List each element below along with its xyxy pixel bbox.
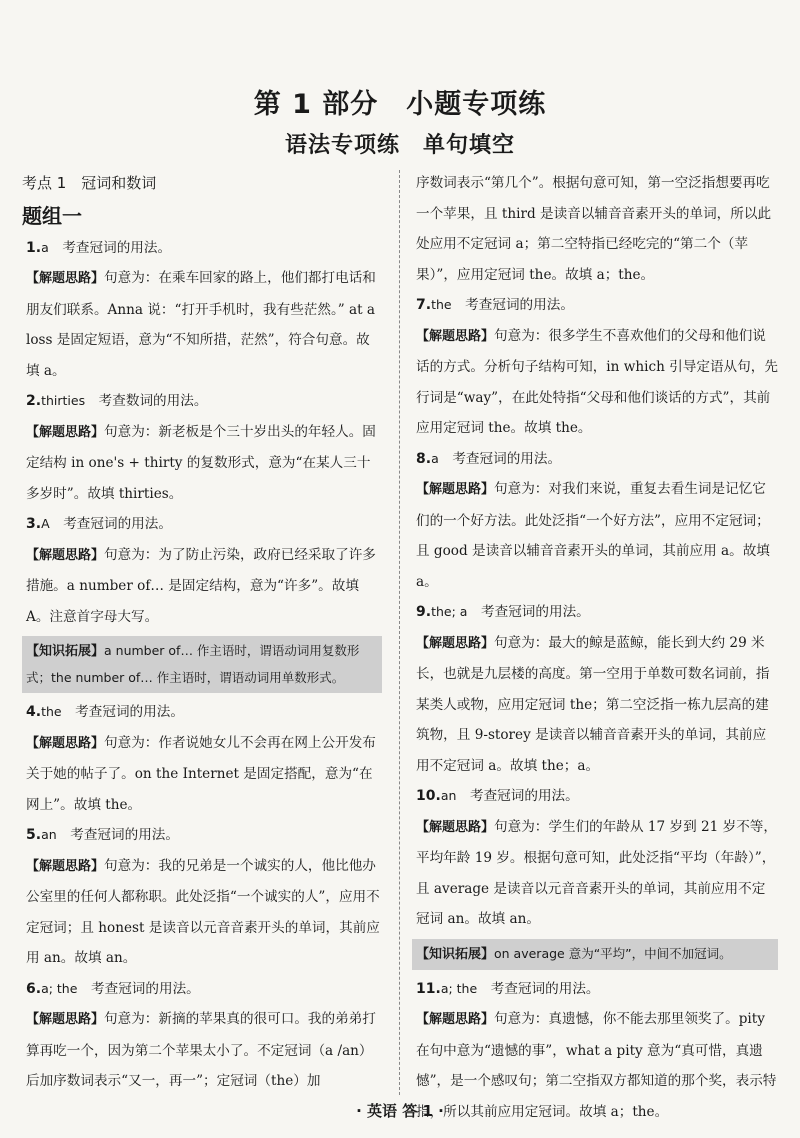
explanation-tag: 【解题思路】 [416,819,495,835]
explanation-text: 句意为：很多学生不喜欢他们的父母和他们说话的方式。分析句子结构可知，in which 引导定语从句，先行词是“way”，在此处特指“父母和他们谈话的方式”，其前应用定冠词 the。故填 the。 [416,327,778,436]
question-line [22,697,382,728]
question-topic: 考查冠词的用法。 [477,980,600,997]
left-column [22,168,382,1097]
question-topic: 考查冠词的用法。 [49,516,172,532]
answer-text: the; a [431,604,468,619]
question-topic: 考查冠词的用法。 [456,788,579,804]
column-divider [399,170,400,1095]
page-subtitle: 语法专项练 单句填空 [284,133,515,158]
explanation-text: 句意为：为了防止污染，政府已经采取了许多措施。a number of… 是固定结构，意为“许多”。故填 A。注意首字母大写。 [26,546,376,625]
explanation-tag: 【解题思路】 [26,547,105,563]
answer-text: an [41,827,57,842]
question-number: 3. [26,516,42,532]
explanation-tag: 【知识拓展】 [416,946,495,962]
answer-text: a [431,450,439,466]
question-topic: 考查冠词的用法。 [56,827,179,843]
explanation-tag: 【解题思路】 [416,482,495,497]
explanation-tag: 【解题思路】 [26,271,105,286]
question-number: 2. [26,393,42,409]
question-number: 10. [416,788,441,804]
question-line [22,509,382,540]
question-line [412,974,778,1005]
question-topic: 考查数词的用法。 [85,393,208,409]
question-number: 9. [416,604,432,620]
explanation-tag: 【解题思路】 [416,328,495,344]
question-number: 4. [26,704,42,720]
question-number: 1. [26,239,42,256]
question-line [22,820,382,851]
explanation-tag: 【解题思路】 [26,424,105,440]
explanation-paragraph [22,417,382,510]
explanation-text: 句意为：新老板是个三十岁出头的年轻人。固定结构 in one's + thirty 的复数形式，意为“在某人三十多岁时”。故填 thirties。 [26,423,376,502]
explanation-paragraph [22,851,382,974]
question-topic: 考查冠词的用法。 [77,980,200,997]
explanation-paragraph [412,628,778,782]
question-number: 6. [26,980,42,997]
answer-text: the [41,704,62,719]
explanation-paragraph [412,474,778,597]
question-number: 5. [26,827,42,843]
explanation-text: on average 意为“平均”，中间不加冠词。 [494,945,732,961]
answer-text: an [440,788,457,803]
answer-text: a; the [41,980,78,996]
explanation-text: 句意为：在乘车回家的路上，他们都打电话和朋友们联系。Anna 说：“打开手机时，我有些茫然。” at a loss 是固定短语，意为“不知所措，茫然”，符合句意。故填 a。 [26,270,376,379]
explanation-text: 句意为：作者说她女儿不会再在网上公开发布关于她的帖子了。on the Internet 是固定搭配，意为“在网上”。故填 the。 [26,734,376,813]
answer-text: thirties [41,393,86,408]
question-line [412,290,778,321]
question-line [22,233,382,264]
explanation-paragraph [22,540,382,633]
explanation-paragraph [22,728,382,821]
explanation-tag: 【解题思路】 [26,1012,105,1027]
explanation-text: 句意为：最大的鲸是蓝鲸，能长到大约 29 米长，也就是九层楼的高度。第一空用于单数可数名词前，指某类人或物，应用定冠词 the；第二空泛指一栋九层高的建筑物，且 9-storey 是读音以辅音音素开头的单词，其前应用不定冠词 a。故填 the；a。 [416,634,770,774]
question-topic: 考查冠词的用法。 [61,704,184,720]
explanation-tag: 【解题思路】 [26,735,105,751]
explanation-text: 序数词表示“第几个”。根据句意可知，第一空泛指想要再吃一个苹果，且 third 是读音以辅音音素开头的单词，所以此处应用不定冠词 a；第二空特指已经吃完的“第二个（苹果）”，应用定冠词 the。故填 a；the。 [416,175,772,283]
explanation-tag: 【解题思路】 [26,858,105,874]
explanation-text: 句意为：我的兄弟是一个诚实的人，他比他办公室里的任何人都称职。此处泛指“一个诚实的人”，应用不定冠词；且 honest 是读音以元音音素开头的单词，其前应用 an。故填 an。 [26,857,380,966]
right-column [412,168,778,1127]
explanation-text: 句意为：学生们的年龄从 17 岁到 21 岁不等，平均年龄 19 岁。根据句意可知，此处泛指“平均（年龄）”，且 average 是读音以元音音素开头的单词，其前应用不定冠词 an。故填 an。 [416,818,777,927]
question-topic: 考查冠词的用法。 [438,450,562,467]
explanation-text: 句意为：新摘的苹果真的很可口。我的弟弟打算再吃一个，因为第二个苹果太小了。不定冠词（a /an）后加序数词表示“又一，再一”；定冠词（the）加 [26,1011,376,1089]
answer-text: A [41,516,50,531]
explanation-tag: 【知识拓展】 [26,644,105,659]
question-number: 8. [416,450,432,467]
explanation-paragraph [412,812,778,935]
explanation-tag: 【解题思路】 [416,1012,495,1027]
question-number: 7. [416,297,432,313]
question-line [22,974,382,1005]
answer-text: a [41,239,49,255]
question-topic: 考查冠词的用法。 [467,604,590,620]
explanation-paragraph [412,321,778,444]
question-line [412,444,778,475]
explanation-tag: 【解题思路】 [416,635,495,651]
group-heading: 题组一 [22,203,82,228]
question-line [412,597,778,628]
knowledge-extension [412,939,778,970]
page-title: 第 1 部分 小题专项练 [253,89,547,120]
explanation-text: 句意为：真遗憾，你不能去那里领奖了。pity 在句中意为“遗憾的事”，what a pity 意为“真可惜，真遗憾”，是一个感叹句；第二空指双方都知道的那个奖，表示特指，所以其前应用定冠词。故填 a；the。 [416,1011,777,1120]
question-line [412,781,778,812]
knowledge-extension [22,636,382,693]
explanation-text: 句意为：对我们来说，重复去看生词是记忆它们的一个好方法。此处泛指“一个好方法”，应用不定冠词；且 good 是读音以辅音音素开头的单词，其前应用 a。故填 a。 [416,481,770,590]
section-heading: 考点 1 冠词和数词 [22,174,157,192]
explanation-text: a number of… 作主语时，谓语动词用复数形式；the number of… 作主语时，谓语动词用单数形式。 [26,643,360,685]
explanation-paragraph [22,263,382,386]
page-footer: · 英语 答 1 · [356,1102,444,1120]
question-topic: 考查冠词的用法。 [48,239,172,256]
question-line [22,386,382,417]
explanation-paragraph [22,1004,382,1097]
explanation-paragraph [412,168,778,290]
answer-text: the [431,297,452,312]
question-topic: 考查冠词的用法。 [451,297,574,313]
question-number: 11. [416,980,441,997]
answer-text: a; the [440,980,478,996]
